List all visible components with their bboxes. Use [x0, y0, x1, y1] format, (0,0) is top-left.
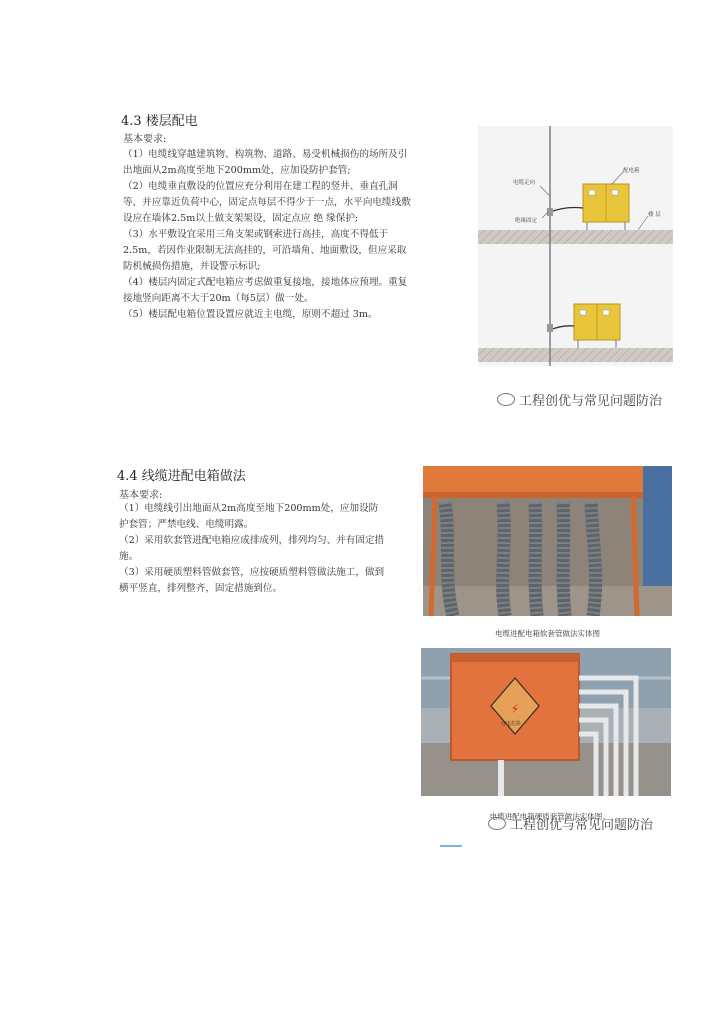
section-4-3-requirements-label: 基本要求: — [123, 134, 167, 145]
requirement-item: （5）楼层配电箱位置设置应就近主电缆，原则不超过 3m。 — [123, 309, 378, 320]
requirement-item: （4）楼层内固定式配电箱应考虑做重复接地，接地体应预埋。重复接地竖向距离不大于20m（每5层）做一处。 — [123, 277, 408, 304]
requirement-item: （3）采用硬质塑料管做套管，应按硬质塑料管做法施工，做到横平竖直，排列整齐，固定措施到位。 — [119, 567, 385, 594]
section-4-4-title: 4.4 线缆进配电箱做法 — [117, 469, 246, 484]
watermark-text: 工程创优与常见问题防治 — [510, 818, 654, 833]
floor-distribution-diagram — [478, 126, 673, 366]
upper-floor-hatch — [478, 230, 673, 244]
watermark-1 — [497, 390, 662, 409]
section-4-3-title: 4.3 楼层配电 — [121, 114, 198, 129]
watermark-text: 工程创优与常见问题防治 — [519, 394, 663, 409]
photo-rigid-conduit-svg — [421, 648, 671, 796]
requirement-item: （1）电缆线引出地面从2m高度至地下200mm处，应加设防护套管；严禁电线、电缆明露。 — [119, 503, 379, 530]
photo-flexible-conduit — [423, 466, 672, 616]
svg-text:⚡: ⚡ — [510, 702, 520, 716]
lower-floor-hatch — [478, 348, 673, 362]
label-cable-direction: 电缆走向 — [513, 180, 536, 186]
watermark-2 — [488, 814, 653, 833]
lower-fixing-clamp — [547, 324, 553, 332]
box-bottom — [423, 466, 672, 496]
label-insulated-fixing: 绝缘固定 — [515, 218, 538, 224]
section-4-4-requirements-label: 基本要求: — [119, 490, 163, 501]
wechat-icon — [497, 393, 515, 406]
warning-sign-text: 有电危险 — [501, 721, 522, 727]
label-distribution-box: 配电箱 — [623, 168, 640, 174]
requirement-item: （3）水平敷设宜采用三角支架或钢索进行高挂，高度不得低于2.5m，若因作业限制无法高挂的，可沿墙角、地面敷设，但应采取防机械损伤措施，并设警示标识; — [123, 229, 407, 272]
photo-rigid-conduit — [421, 648, 671, 796]
requirement-item: （1）电缆线穿越建筑物、构筑物、道路、易受机械损伤的场所及引出地面从2m高度至地下200mm处，应加设防护套管; — [123, 149, 408, 176]
section-4-3-requirements-list — [123, 147, 413, 323]
photo-rigid-conduit-caption: 电缆进配电箱硬质套管做法实体图 — [489, 812, 603, 821]
section-4-4-requirements-list — [119, 501, 387, 597]
diagram-svg — [478, 126, 673, 366]
requirement-item: （2）采用软套管进配电箱应成排成列，排列均匀、并有固定措施。 — [119, 535, 385, 562]
photo-flexible-conduit-svg — [423, 466, 672, 616]
label-floor: 楼 层 — [648, 212, 661, 218]
requirement-item: （2）电缆垂直敷设的位置应充分利用在建工程的竖井、垂直孔洞等，并应靠近负荷中心，固定点每层不得少于一点，水平向电缆线敷设应在墙体2.5m以上做支架架设，固定点应 绝 缘保护; — [123, 181, 411, 224]
blue-mark — [440, 845, 462, 847]
photo-flexible-conduit-caption: 电缆进配电箱软套管做法实体图 — [495, 629, 600, 638]
wechat-icon — [488, 817, 506, 830]
